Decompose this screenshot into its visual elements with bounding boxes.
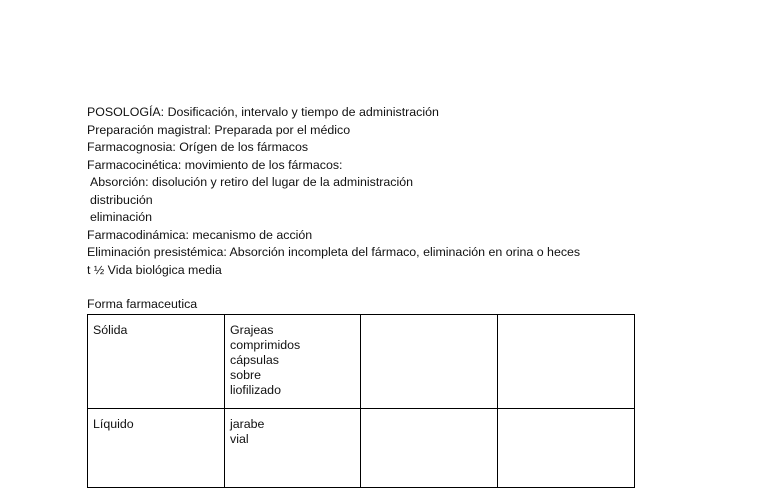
item-list: [230, 323, 355, 398]
note-line-posologia: POSOLOGÍA: Dosificación, intervalo y tiempo de administración: [87, 105, 439, 119]
notes-list: [87, 104, 707, 279]
table-cell-type: Líquido: [88, 409, 225, 488]
note-line-farmacodinamica: Farmacodinámica: mecanismo de acción: [87, 227, 313, 242]
table-cell-empty: [361, 315, 498, 409]
list-item: liofilizado: [230, 383, 281, 397]
list-item: Grajeas: [230, 323, 274, 337]
note-line-preparacion-magistral: Preparación magistral: Preparada por el médico: [87, 122, 351, 137]
table-cell-empty: [498, 315, 635, 409]
table-cell-type: Sólida: [88, 315, 225, 409]
table-cell-items: [225, 409, 361, 488]
note-line-farmacognosia: Farmacognosia: Orígen de los fármacos: [87, 140, 309, 154]
list-item: jarabe: [230, 417, 265, 431]
table-cell-empty: [498, 409, 635, 488]
table-cell-empty: [361, 409, 498, 488]
list-item: comprimidos: [230, 338, 301, 352]
table-caption: Forma farmaceutica: [87, 297, 198, 311]
list-item: vial: [230, 432, 249, 446]
note-line-distribucion: distribución: [90, 192, 153, 207]
list-item: sobre: [230, 368, 261, 382]
note-line-absorcion: Absorción: disolución y retiro del lugar de la administración: [90, 175, 414, 189]
note-line-eliminacion: eliminación: [90, 210, 152, 224]
note-line-eliminacion-presistemica: Eliminación presistémica: Absorción incompleta del fármaco, eliminación en orina o heces: [87, 245, 581, 259]
note-line-farmacocinetica: Farmacocinética: movimiento de los fármacos:: [87, 157, 343, 172]
table-row: [88, 315, 635, 409]
table-cell-items: [225, 315, 361, 409]
item-list: [230, 417, 355, 447]
note-line-vida-media: t ½ Vida biológica media: [87, 262, 222, 277]
list-item: cápsulas: [230, 353, 279, 367]
table-row: [88, 409, 635, 488]
forma-farmaceutica-table: [87, 314, 635, 488]
